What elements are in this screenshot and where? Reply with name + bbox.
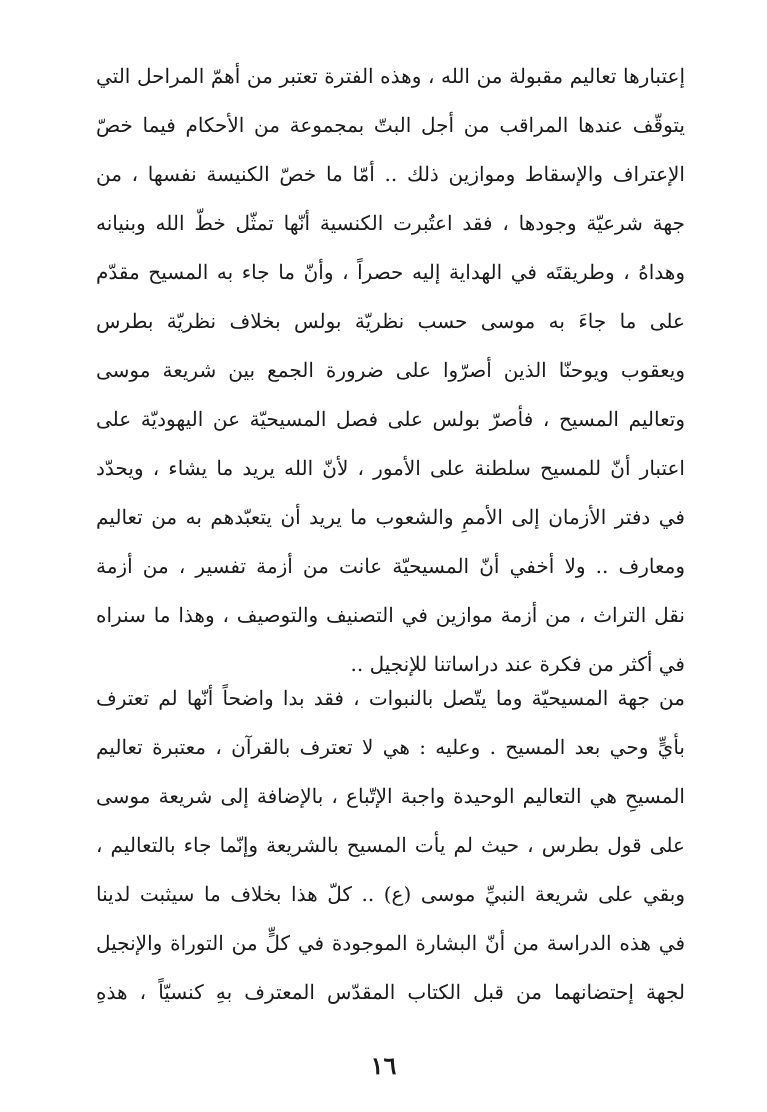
text-line: في دفتر الأزمان إلى الأممِ والشعوب ما يريد أن يتعبّدهم به من تعاليم — [96, 505, 685, 529]
text-line: المسيحِ هي التعاليم الوحيدة واجبة الإتّباع ، بالإضافة إلى شريعة موسى — [96, 784, 685, 808]
text-line: وتعاليم المسيح ، فأصرّ بولس على فصل المسيحيّة عن اليهوديّة على — [96, 407, 685, 431]
text-line: اعتبار أنّ للمسيح سلطنة على الأمور ، لأنّ الله يريد ما يشاء ، ويحدّد — [96, 456, 685, 480]
text-line: ومعارف .. ولا أخفي أنّ المسيحيّة عانت من أزمة تفسير ، من أزمة — [96, 554, 685, 578]
text-line: الإعتراف والإسقاط وموازين ذلك .. أمّا ما خصّ الكنيسة نفسها ، من — [96, 162, 685, 186]
text-line: ويعقوب ويوحنّا الذين أصرّوا على ضرورة الجمع بين شريعة موسى — [96, 358, 685, 382]
text-line: لجهة إحتضانهما من قبل الكتاب المقدّس المعترف بهِ كنسيّاً ، هذهِ — [96, 980, 685, 1004]
text-line: بأيٍّ وحي بعد المسيح . وعليه : هي لا تعترف بالقرآن ، معتبرة تعاليم — [96, 735, 685, 759]
page-number: ١٦ — [370, 1051, 397, 1080]
text-line: وبقي على شريعة النبيِّ موسى (ع) .. كلّ هذا بخلاف ما سيثبت لدينا — [96, 882, 685, 906]
text-line: جهة شرعيّة وجودها ، فقد اعتُبرت الكنسية أنّها تمثّل خطّ الله وبنيانه — [96, 211, 685, 235]
text-line: وهداهُ ، وطريقتَه في الهداية إليه حصراً ، وأنّ ما جاء به المسيح مقدّم — [96, 260, 685, 284]
text-line: في هذه الدراسة من أنّ البشارة الموجودة في كلٍّ من التوراة والإنجيل — [96, 931, 685, 955]
text-line: من جهة المسيحيّة وما يتّصل بالنبوات ، فقد بدا واضحاً أنّها لم تعترف — [96, 686, 685, 710]
text-line: على ما جاءَ به موسى حسب نظريّة بولس بخلاف نظريّة بطرس — [96, 309, 685, 333]
text-line: على قول بطرس ، حيث لم يأت المسيح بالشريعة وإنّما جاء بالتعاليم ، — [96, 833, 685, 857]
text-line: نقل التراث ، من أزمة موازين في التصنيف والتوصيف ، وهذا ما سنراه — [96, 603, 685, 627]
paragraph-2 — [96, 674, 685, 1017]
paragraph-1 — [96, 52, 685, 689]
text-line: في أكثر من فكرة عند دراساتنا للإنجيل .. — [350, 652, 685, 676]
text-line: يتوقّف عندها المراقب من أجل البتّ بمجموعة من الأحكام فيما خصّ — [96, 113, 685, 137]
text-line: إعتبارها تعاليم مقبولة من الله ، وهذه الفترة تعتبر من أهمّ المراحل التي — [96, 64, 685, 88]
